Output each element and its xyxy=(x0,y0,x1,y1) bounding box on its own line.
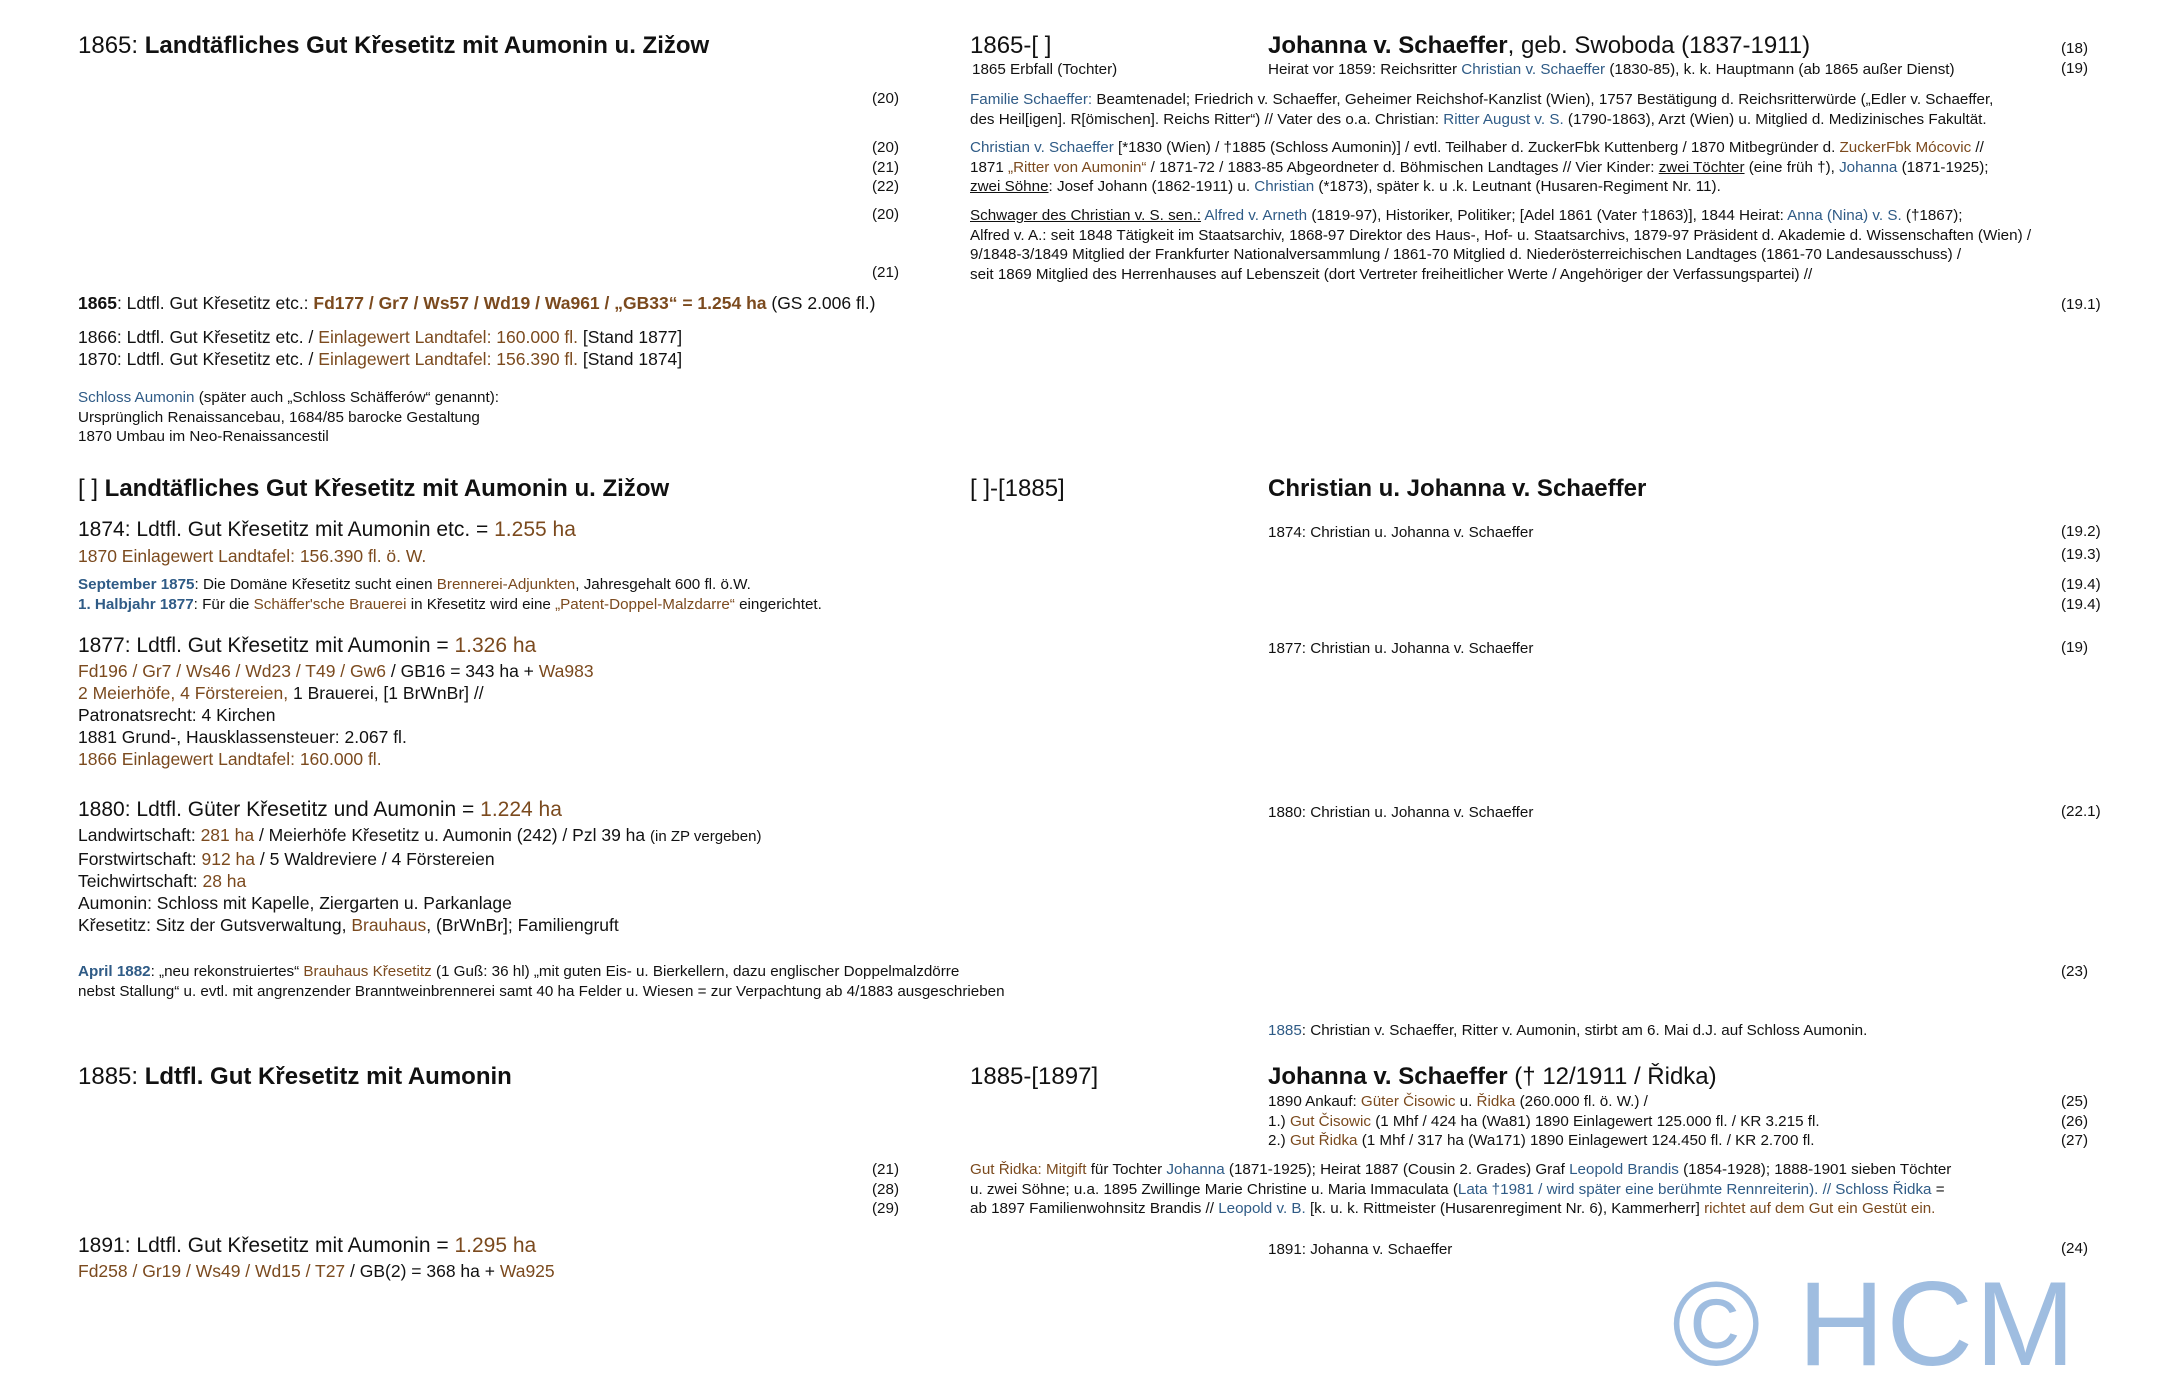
text: 1890 Ankauf: xyxy=(1268,1093,1361,1110)
owner-1891: 1891: Johanna v. Schaeffer xyxy=(1268,1241,1453,1258)
text: 1874: Ldtfl. Gut Křesetitz mit Aumonin etc. = xyxy=(78,518,495,541)
text: [Stand 1877] xyxy=(578,327,683,347)
text: : „neu rekonstruiertes“ xyxy=(150,963,304,980)
landtafel-1870: 1870 Einlagewert Landtafel: 156.390 fl. ö. W. xyxy=(78,546,427,566)
brother-in-law-note xyxy=(970,206,2031,284)
highlight: Schäffer'sche Brauerei xyxy=(253,595,407,613)
text: Forstwirtschaft: xyxy=(78,849,202,869)
person-link[interactable]: Johanna xyxy=(1839,158,1898,176)
ref-number: (20) xyxy=(872,206,900,223)
date: September 1875 xyxy=(78,576,195,593)
text: / GB16 = 343 ha + xyxy=(386,661,539,681)
ref-number: (24) xyxy=(2061,1240,2089,1257)
text: 1880: Ldtfl. Güter Křesetitz und Aumonin = xyxy=(78,798,481,821)
owner-name: Johanna v. Schaeffer xyxy=(1268,1063,1508,1090)
text: (1 Mhf / 317 ha (Wa171) 1890 Einlagewert 124.450 fl. / KR 2.700 fl. xyxy=(1357,1132,1815,1149)
marriage-line xyxy=(1268,60,1955,80)
land-1891 xyxy=(78,1234,536,1258)
text: (*1873), später k. u .k. Leutnant (Husaren-Regiment Nr. 11). xyxy=(1314,178,1721,195)
text: Aumonin: Schloss mit Kapelle, Ziergarten u. Parkanlage xyxy=(78,893,512,913)
text: [k. u. k. Rittmeister (Husarenregiment Nr. 6), Kammerherr] xyxy=(1305,1200,1705,1217)
section2-left-title xyxy=(78,475,669,503)
year-prefix: 1865: xyxy=(78,32,145,59)
castle-note xyxy=(78,388,499,447)
section3-owner-title xyxy=(1268,1063,1717,1091)
text: (eine früh †), xyxy=(1744,158,1840,176)
value: 28 ha xyxy=(202,871,247,891)
ref-number: (23) xyxy=(2061,963,2089,980)
text: Beamtenadel; Friedrich v. Schaeffer, Geheimer Reichshof-Kanzlist (Wien), 1757 Bestätigung d. Reichsritterwürde („Edler v. Schaeffer, xyxy=(1092,91,1994,108)
details-1891 xyxy=(78,1260,555,1282)
inheritance-note: 1865 Erbfall (Tochter) xyxy=(972,61,1118,78)
cadastre-values: Fd258 / Gr19 / Ws49 / Wd15 / T27 xyxy=(78,1261,346,1281)
underlined-text: zwei Töchter xyxy=(1658,158,1745,176)
person-link[interactable]: Christian v. Schaeffer xyxy=(970,139,1114,156)
owner-1880: 1880: Christian u. Johanna v. Schaeffer xyxy=(1268,804,1534,821)
ref-column xyxy=(2061,1092,2088,1151)
ref-column xyxy=(872,1160,899,1219)
value: Einlagewert Landtafel: 160.000 fl. xyxy=(318,327,579,347)
ridka-note xyxy=(970,1160,1951,1219)
ref-number: (19.3) xyxy=(2061,546,2101,563)
ref-number: (22.1) xyxy=(2061,803,2101,820)
ref-number: (25) xyxy=(2061,1093,2089,1110)
year-prefix: 1885: xyxy=(78,1063,145,1090)
news-block xyxy=(78,575,822,614)
text: Patronatsrecht: 4 Kirchen xyxy=(78,705,276,725)
section2-owner-title: Christian u. Johanna v. Schaeffer xyxy=(1268,475,1647,502)
purchase-1890 xyxy=(1268,1092,1820,1151)
text: 1 Brauerei, [1 BrWnBr] // xyxy=(288,683,484,703)
ref-number: (21) xyxy=(872,1161,900,1178)
details-1877 xyxy=(78,660,594,770)
factory-link[interactable]: ZuckerFbk Mócovic xyxy=(1839,139,1972,156)
text: 1870 Umbau im Neo-Renaissancestil xyxy=(78,428,329,445)
text: (1871-1925); xyxy=(1897,158,1989,176)
text: : Ldtfl. Gut Křesetitz etc.: xyxy=(116,293,314,313)
ref-number: (19) xyxy=(2061,60,2089,77)
text: des Heil[igen]. R[ömischen]. Reichs Ritter“) // Vater des o.a. Christian: xyxy=(970,110,1444,128)
value: Wa925 xyxy=(499,1261,555,1281)
owner-death: († 12/1911 / Řidka) xyxy=(1507,1063,1717,1090)
person-link[interactable]: Leopold Brandis xyxy=(1569,1161,1679,1178)
text: u. zwei Söhne; u.a. 1895 Zwillinge Marie Christine u. Maria Immaculata ( xyxy=(970,1180,1458,1198)
text: , Jahresgehalt 600 fl. ö.W. xyxy=(575,576,751,593)
copyright-watermark: © HCM xyxy=(1672,1257,2078,1391)
ref-number: (18) xyxy=(2061,40,2089,57)
text: (1 Mhf / 424 ha (Wa81) 1890 Einlagewert 125.000 fl. / KR 3.215 fl. xyxy=(1370,1112,1820,1130)
text: (GS 2.006 fl.) xyxy=(766,293,876,313)
text: 1866: Ldtfl. Gut Křesetitz etc. / xyxy=(78,327,319,347)
area-value: 1.326 ha xyxy=(454,634,537,657)
text: (1819-97), Historiker, Politiker; [Adel 1861 (Vater †1863)], 1844 Heirat: xyxy=(1307,207,1788,224)
highlight: „Patent-Doppel-Malzdarre“ xyxy=(555,595,735,613)
text: in Křesetitz wird eine xyxy=(406,595,556,613)
person-link[interactable]: Christian xyxy=(1254,178,1315,195)
family-link[interactable]: Familie Schaeffer: xyxy=(970,91,1093,108)
text: Teichwirtschaft: xyxy=(78,871,203,891)
area-value: 1.224 ha xyxy=(480,798,562,821)
section1-period: 1865-[ ] xyxy=(970,32,1052,59)
section2-period: [ ]-[1885] xyxy=(970,475,1065,502)
title-link[interactable]: „Ritter von Aumonin“ xyxy=(1008,158,1147,176)
owner-1877: 1877: Christian u. Johanna v. Schaeffer xyxy=(1268,640,1534,657)
text: Alfred v. A.: seit 1848 Tätigkeit im Staatsarchiv, 1868-97 Direktor des Haus-, Hof- u. Staatsarchivs, 1879-97 Präsident d. Akademie d. Wissenschaften (Wien) / xyxy=(970,226,2032,244)
ref-number: (19) xyxy=(2061,639,2089,656)
text: für Tochter xyxy=(1086,1161,1167,1178)
area-value: 1.295 ha xyxy=(454,1234,537,1257)
ref-number: (29) xyxy=(872,1200,900,1217)
ref-number: (20) xyxy=(872,139,900,156)
text: (†1867); xyxy=(1901,207,1963,224)
text: 1.) xyxy=(1268,1112,1290,1130)
text: (1 Guß: 36 hl) „mit guten Eis- u. Bierkellern, dazu englischer Doppelmalzdörre xyxy=(431,963,960,980)
ref-number: (28) xyxy=(872,1180,900,1198)
land-1877 xyxy=(78,634,536,658)
year-prefix: [ ] xyxy=(78,475,105,502)
underlined-text: Schwager des Christian v. S. sen.: xyxy=(970,207,1202,224)
section1-owner-title xyxy=(1268,32,1810,60)
text: Heirat vor 1859: Reichsritter xyxy=(1268,61,1462,78)
owner-1874: 1874: Christian u. Johanna v. Schaeffer xyxy=(1268,524,1534,541)
area-value: 1.255 ha xyxy=(494,518,576,541)
estate-link[interactable]: Gut Řidka xyxy=(1289,1132,1358,1149)
estate-title: Landtäfliches Gut Křesetitz mit Aumonin u. Zižow xyxy=(144,32,710,59)
text: (später auch „Schloss Schäfferów“ genannt): xyxy=(194,389,499,406)
person-link[interactable]: Lata †1981 / wird später eine berühmte Rennreiterin). // Schloss Řidka xyxy=(1457,1180,1932,1198)
text: / 5 Waldreviere / 4 Förstereien xyxy=(255,849,495,869)
person-link[interactable]: Johanna xyxy=(1166,1161,1225,1178)
value: Einlagewert Landtafel: 156.390 fl. xyxy=(318,349,579,369)
text: 1871 xyxy=(970,158,1009,176)
value: 912 ha xyxy=(201,849,256,869)
area-value: 1.254 ha xyxy=(697,293,767,313)
year: 1865 xyxy=(78,293,117,313)
text: : Josef Johann (1862-1911) u. xyxy=(1048,178,1255,195)
text: / GB(2) = 368 ha + xyxy=(345,1261,500,1281)
landtafel-values xyxy=(78,326,682,370)
text: eingerichtet. xyxy=(734,595,822,613)
text: : Für die xyxy=(193,595,254,613)
ref-column xyxy=(872,138,899,197)
section3-left-title xyxy=(78,1063,512,1091)
estate-title: Ldtfl. Gut Křesetitz mit Aumonin xyxy=(144,1063,512,1090)
ref-number: (19.4) xyxy=(2061,596,2101,613)
estate-link[interactable]: Řidka xyxy=(1476,1093,1516,1110)
ref-number: (22) xyxy=(872,178,900,195)
text: (1830-85), k. k. Hauptmann (ab 1865 außer Dienst) xyxy=(1605,61,1955,78)
land-1874 xyxy=(78,518,576,542)
highlight: Gut Řidka: Mitgift xyxy=(970,1161,1087,1178)
text: (260.000 fl. ö. W.) / xyxy=(1515,1093,1648,1110)
text: 1891: Ldtfl. Gut Křesetitz mit Aumonin = xyxy=(78,1234,455,1257)
family-note xyxy=(970,90,1993,129)
ref-number: (19.1) xyxy=(2061,296,2101,313)
ref-number: (21) xyxy=(872,158,900,176)
text: seit 1869 Mitglied des Herrenhauses auf Lebenszeit (dort Vertreter freiheitlicher Werte / Angehöriger der Verfassungspartei) // xyxy=(970,265,1813,283)
section1-left-title xyxy=(78,32,709,60)
text: (1790-1863), Arzt (Wien) u. Mitglied d. Medizinisches Fakultät. xyxy=(1563,110,1987,128)
highlight: 2 Meierhöfe, 4 Förstereien, xyxy=(78,683,289,703)
text: Landwirtschaft: xyxy=(78,825,201,845)
person-link[interactable]: Anna (Nina) v. S. xyxy=(1787,207,1902,224)
text: u. xyxy=(1455,1093,1477,1110)
ref-number: (20) xyxy=(872,90,900,107)
cadastre-values: Fd196 / Gr7 / Ws46 / Wd23 / T49 / Gw6 xyxy=(78,661,386,681)
estate-link[interactable]: Gut Čisowic xyxy=(1289,1112,1371,1130)
cadastre-1865 xyxy=(78,292,875,314)
text: : Die Domäne Křesetitz sucht einen xyxy=(194,576,437,593)
highlight: Brennerei-Adjunkten xyxy=(436,576,576,593)
text: nebst Stallung“ u. evtl. mit angrenzender Branntweinbrennerei samt 40 ha Felder u. Wiesen = zur Verpachtung ab 4/1883 ausgeschrieben xyxy=(78,982,1005,1000)
value: Wa983 xyxy=(538,661,594,681)
person-link[interactable]: Leopold v. B. xyxy=(1218,1200,1306,1217)
owner-birth: , geb. Swoboda (1837-1911) xyxy=(1507,32,1811,59)
details-1880 xyxy=(78,824,761,936)
text: (in ZP vergeben) xyxy=(650,828,762,845)
underlined-text: zwei Söhne xyxy=(970,178,1049,195)
text: // xyxy=(1971,139,1984,156)
highlight: richtet auf dem Gut ein Gestüt ein. xyxy=(1704,1200,1936,1217)
text: Křesetitz: Sitz der Gutsverwaltung, xyxy=(78,915,352,935)
lease-notice xyxy=(78,962,1005,1001)
date: 1. Halbjahr 1877 xyxy=(78,595,194,613)
text: ab 1897 Familienwohnsitz Brandis // xyxy=(970,1200,1219,1217)
person-link[interactable]: Alfred v. Arneth xyxy=(1201,207,1308,224)
ref-number: (19.2) xyxy=(2061,523,2101,540)
land-1880 xyxy=(78,798,562,822)
text: / Meierhöfe Křesetitz u. Aumonin (242) / Pzl 39 ha xyxy=(254,825,650,845)
text: , (BrWnBr]; Familiengruft xyxy=(426,915,619,935)
text: 1877: Ldtfl. Gut Křesetitz mit Aumonin = xyxy=(78,634,455,657)
text: 1870: Ldtfl. Gut Křesetitz etc. / xyxy=(78,349,319,369)
text: Ursprünglich Renaissancebau, 1684/85 barocke Gestaltung xyxy=(78,408,480,426)
text: (1871-1925); Heirat 1887 (Cousin 2. Grades) Graf xyxy=(1224,1161,1570,1178)
text: 1881 Grund-, Hausklassensteuer: 2.067 fl. xyxy=(78,727,407,747)
person-link[interactable]: Ritter August v. S. xyxy=(1443,110,1564,128)
estate-title: Landtäfliches Gut Křesetitz mit Aumonin u. Zižow xyxy=(104,475,670,502)
death-note-1885 xyxy=(1268,1021,1867,1041)
ref-number: (26) xyxy=(2061,1112,2089,1130)
owner-name: Johanna v. Schaeffer xyxy=(1268,32,1508,59)
date: April 1882 xyxy=(78,963,151,980)
year: 1885 xyxy=(1268,1022,1302,1039)
ref-number: (19.4) xyxy=(2061,576,2101,593)
highlight: Brauhaus xyxy=(351,915,427,935)
ref-number: (21) xyxy=(872,264,900,281)
value: 281 ha xyxy=(200,825,255,845)
person-link[interactable]: Christian v. Schaeffer xyxy=(1461,61,1606,78)
text: 9/1848-3/1849 Mitglied der Frankfurter Nationalversammlung / 1861-70 Mitglied d. Niederösterreichischen Landtages (1861-70 Landesausschuss) / xyxy=(970,246,1962,263)
value: 1866 Einlagewert Landtafel: 160.000 fl. xyxy=(78,749,382,769)
castle-link[interactable]: Schloss Aumonin xyxy=(78,389,195,406)
text: 2.) xyxy=(1268,1132,1290,1149)
text: (1854-1928); 1888-1901 sieben Töchter xyxy=(1678,1161,1952,1178)
text: : Christian v. Schaeffer, Ritter v. Aumonin, stirbt am 6. Mai d.J. auf Schloss Aumonin. xyxy=(1301,1022,1868,1039)
christian-note xyxy=(970,138,1989,197)
text: [Stand 1874] xyxy=(578,349,683,369)
ref-number: (27) xyxy=(2061,1132,2089,1149)
section3-period: 1885-[1897] xyxy=(970,1063,1099,1090)
text: = xyxy=(1931,1180,1945,1198)
estate-link[interactable]: Güter Čisowic xyxy=(1360,1093,1456,1110)
cadastre-values: Fd177 / Gr7 / Ws57 / Wd19 / Wa961 / „GB33“ = xyxy=(313,293,698,313)
text: / 1871-72 / 1883-85 Abgeordneter d. Böhmischen Landtages // Vier Kinder: xyxy=(1146,158,1659,176)
text: [*1830 (Wien) / †1885 (Schloss Aumonin)] / evtl. Teilhaber d. ZuckerFbk Kuttenberg / 1870 Mitbegründer d. xyxy=(1113,139,1840,156)
highlight: Brauhaus Křesetitz xyxy=(303,963,432,980)
